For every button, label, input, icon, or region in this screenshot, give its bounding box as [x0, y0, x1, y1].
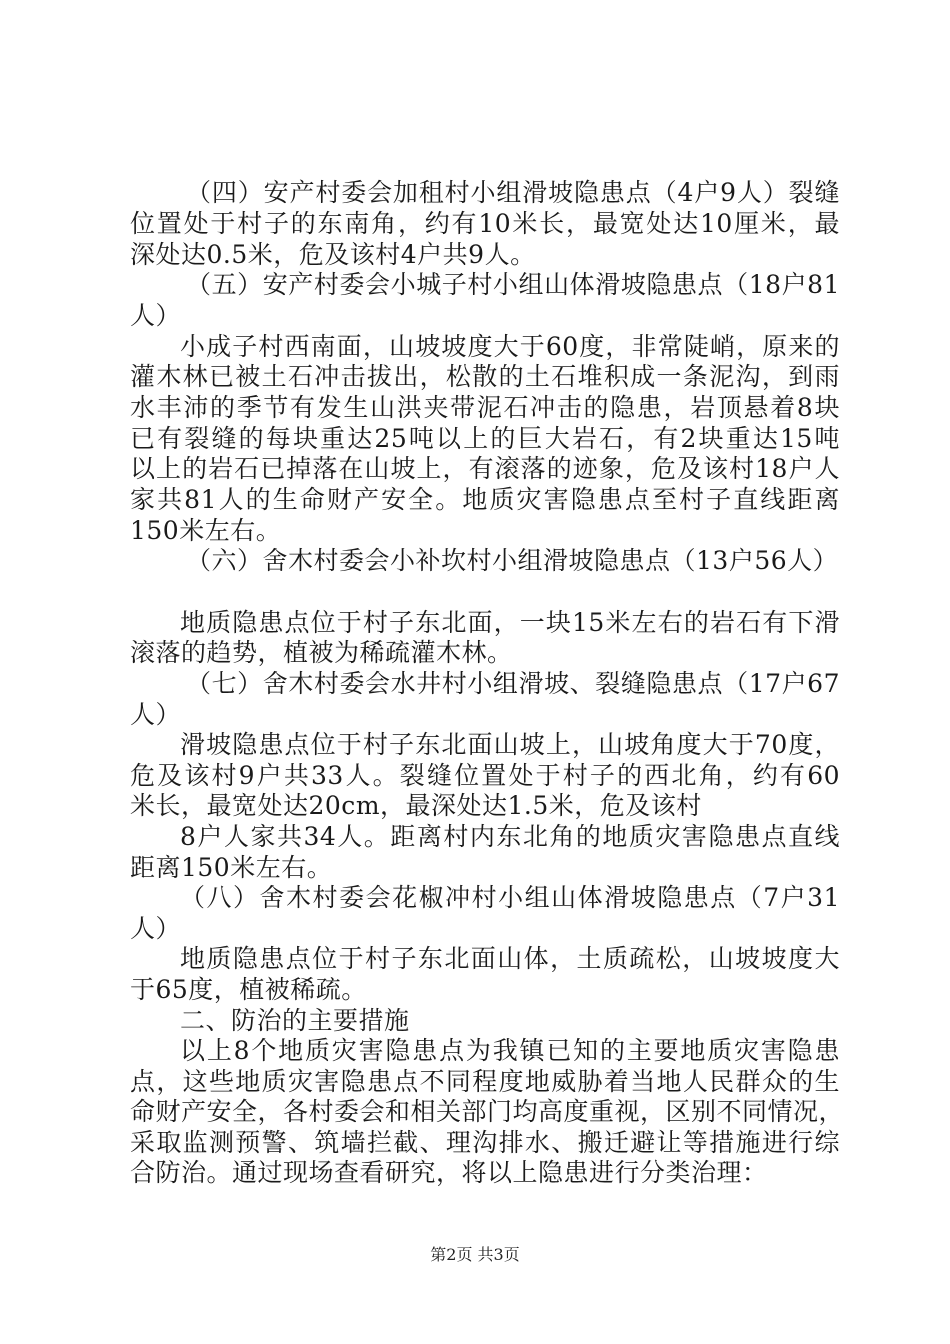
- text-line: 于65度，植被稀疏。: [130, 975, 367, 1004]
- text-line: 人）: [130, 301, 182, 330]
- text-line: 滑坡隐患点位于村子东北面山坡上，山坡角度大于70度，: [180, 730, 840, 759]
- text-line: 人）: [130, 700, 182, 729]
- text-line: 位置处于村子的东南角，约有10米长，最宽处达10厘米，最: [130, 209, 840, 238]
- text-line: 灌木林已被土石冲击拔出，松散的土石堆积成一条泥沟，到雨: [130, 362, 840, 391]
- text-line: 合防治。通过现场查看研究，将以上隐患进行分类治理：: [130, 1158, 768, 1187]
- text-line: 命财产安全，各村委会和相关部门均高度重视，区别不同情况，: [130, 1097, 845, 1126]
- text-line: （五）安产村委会小城子村小组山体滑坡隐患点（18户81: [186, 270, 840, 299]
- section-heading: 二、防治的主要措施: [180, 1006, 410, 1035]
- page-number-footer: 第2页 共3页: [430, 1245, 520, 1264]
- text-line: 水丰沛的季节有发生山洪夹带泥石冲击的隐患，岩顶悬着8块: [130, 393, 840, 422]
- text-line: （四）安产村委会加租村小组滑坡隐患点（4户9人）裂缝: [186, 178, 840, 207]
- text-line: 人）: [130, 914, 182, 943]
- text-line: 以上8个地质灾害隐患点为我镇已知的主要地质灾害隐患: [180, 1036, 840, 1065]
- text-line: 家共81人的生命财产安全。地质灾害隐患点至村子直线距离: [130, 485, 840, 514]
- text-line: 采取监测预警、筑墙拦截、理沟排水、搬迁避让等措施进行综: [130, 1128, 840, 1157]
- text-line: 深处达0.5米，危及该村4户共9人。: [130, 240, 536, 269]
- text-line: 8户人家共34人。距离村内东北角的地质灾害隐患点直线: [180, 822, 840, 851]
- text-line: 地质隐患点位于村子东北面，一块15米左右的岩石有下滑: [180, 608, 840, 637]
- text-line: 滚落的趋势，植被为稀疏灌木林。: [130, 638, 513, 667]
- text-line: 已有裂缝的每块重达25吨以上的巨大岩石，有2块重达15吨: [130, 424, 840, 453]
- text-line: （六）舍木村委会小补坎村小组滑坡隐患点（13户56人）: [186, 546, 839, 575]
- text-line: 地质隐患点位于村子东北面山体，土质疏松，山坡坡度大: [180, 944, 840, 973]
- text-line: 米长，最宽处达20cm，最深处达1.5米，危及该村: [130, 791, 702, 820]
- text-line: 距离150米左右。: [130, 853, 333, 882]
- text-line: 150米左右。: [130, 516, 282, 545]
- text-line: 危及该村9户共33人。裂缝位置处于村子的西北角，约有60: [130, 761, 840, 790]
- text-line: （八）舍木村委会花椒冲村小组山体滑坡隐患点（7户31: [180, 883, 840, 912]
- text-line: 以上的岩石已掉落在山坡上，有滚落的迹象，危及该村18户人: [130, 454, 840, 483]
- text-line: 点，这些地质灾害隐患点不同程度地威胁着当地人民群众的生: [130, 1067, 840, 1096]
- text-line: 小成子村西南面，山坡坡度大于60度，非常陡峭，原来的: [180, 332, 840, 361]
- text-line: （七）舍木村委会水井村小组滑坡、裂缝隐患点（17户67: [186, 669, 840, 698]
